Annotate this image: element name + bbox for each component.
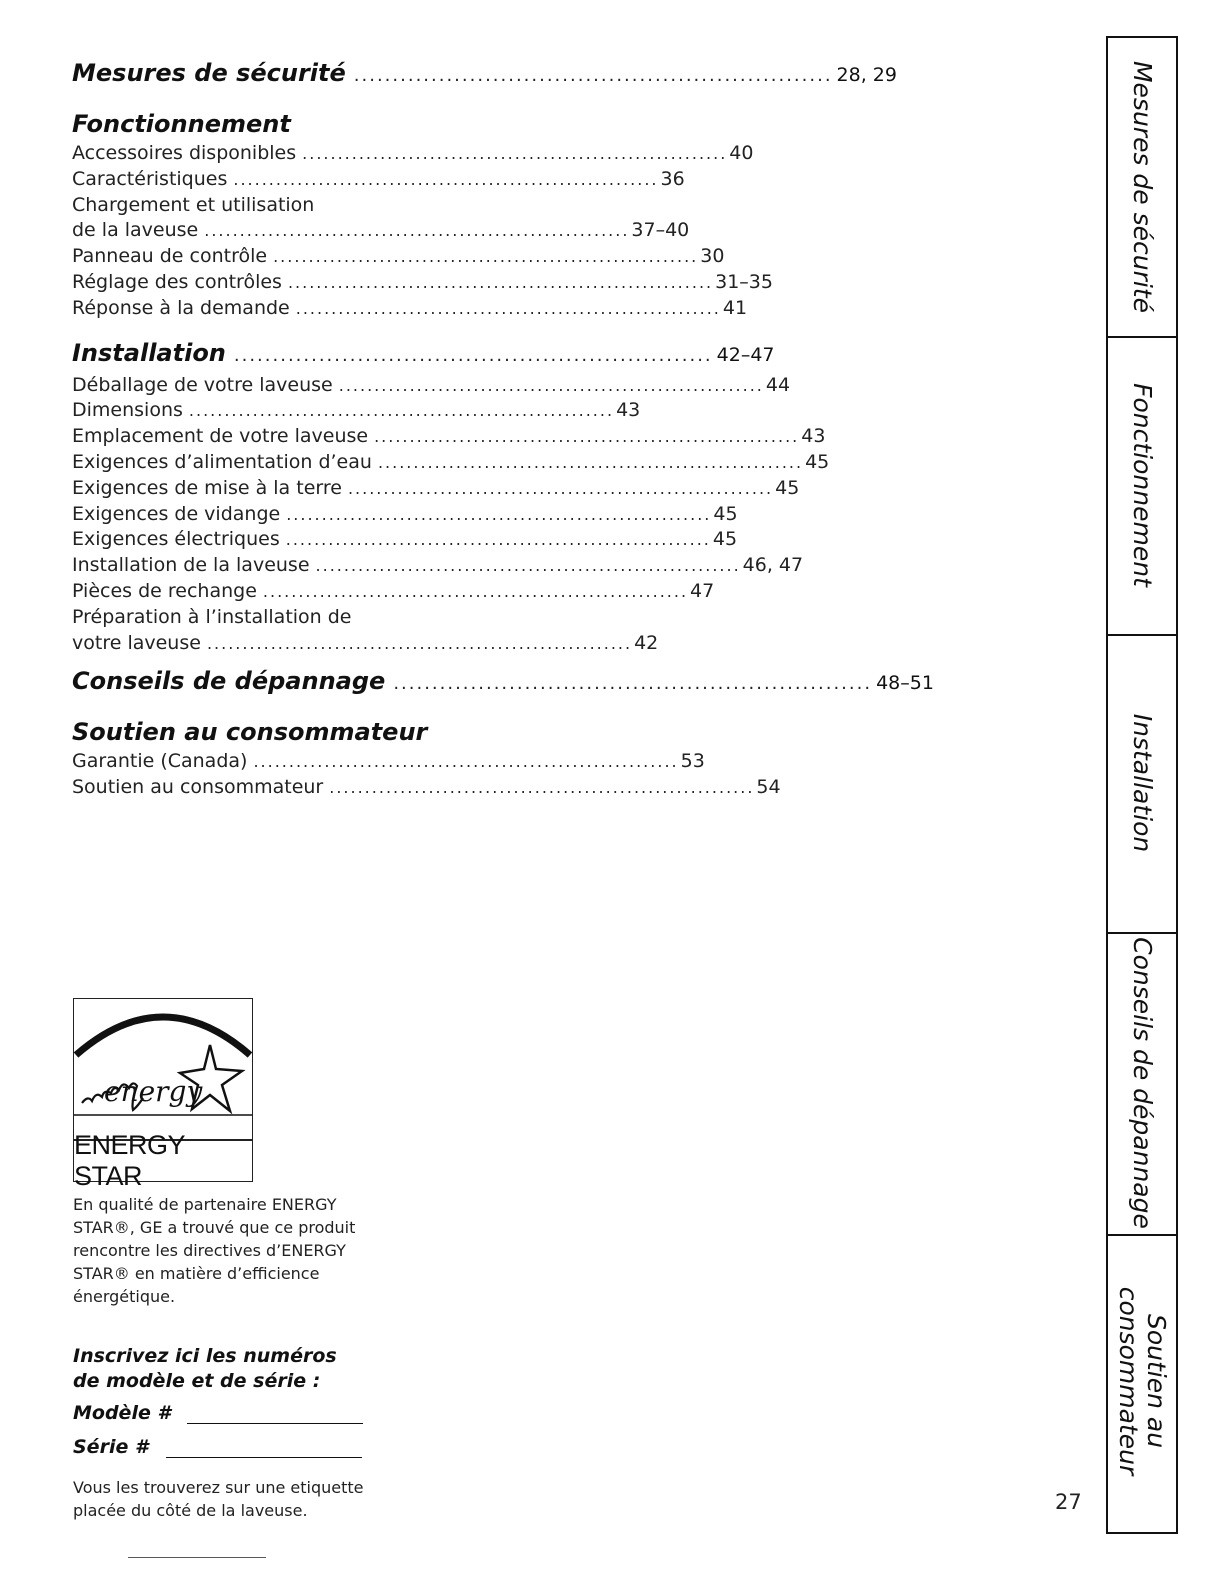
table-of-contents bbox=[72, 56, 934, 801]
footer-link-line bbox=[128, 1557, 266, 1558]
toc-item[interactable]: Installation de la laveuse ............................................................ 46, 47 bbox=[72, 554, 804, 577]
toc-support-list bbox=[72, 749, 781, 801]
tab-troubleshooting[interactable]: Conseils de dépannage bbox=[1108, 932, 1176, 1236]
toc-item[interactable]: Caractéristiques ............................................................ 36 bbox=[72, 167, 685, 190]
tab-operation[interactable]: Fonctionnement bbox=[1108, 336, 1176, 636]
energy-script-text: energy bbox=[104, 1075, 203, 1108]
toc-item[interactable]: votre laveuse ............................................................ 42 bbox=[72, 631, 659, 654]
side-tabs bbox=[1106, 36, 1178, 1534]
tab-safety[interactable]: Mesures de sécurité bbox=[1108, 38, 1176, 338]
toc-section-label: Conseils de dépannage bbox=[72, 667, 386, 696]
toc-item[interactable]: Réglage des contrôles ............................................................ 31–35 bbox=[72, 270, 773, 293]
toc-item[interactable]: Chargement et utilisation bbox=[72, 193, 315, 216]
toc-item[interactable]: Pièces de rechange ............................................................ 47 bbox=[72, 579, 715, 602]
toc-item[interactable]: Garantie (Canada) ............................................................ 53 bbox=[72, 750, 705, 773]
toc-item[interactable]: Déballage de votre laveuse ............................................................ 44 bbox=[72, 373, 791, 396]
tab-support[interactable]: Soutien au consommateur bbox=[1114, 1286, 1171, 1476]
tab-installation[interactable]: Installation bbox=[1108, 634, 1176, 934]
toc-section-label: Installation bbox=[72, 338, 226, 367]
toc-section-safety[interactable]: Mesures de sécurité .............................................................. 28, 29 bbox=[72, 56, 476, 93]
toc-item[interactable]: Emplacement de votre laveuse ............................................................ 43 bbox=[72, 425, 826, 448]
toc-item[interactable]: Exigences d’alimentation d’eau ............................................................ 45 bbox=[72, 450, 830, 473]
toc-item[interactable]: Soutien au consommateur ............................................................ 54 bbox=[72, 776, 781, 799]
serial-number-field[interactable] bbox=[73, 1436, 362, 1458]
model-label: Modèle # bbox=[73, 1402, 171, 1424]
toc-section-support[interactable]: Soutien au consommateur bbox=[72, 718, 428, 747]
model-number-field[interactable] bbox=[73, 1402, 363, 1424]
toc-item[interactable]: de la laveuse ............................................................ 37–40 bbox=[72, 219, 690, 242]
energy-star-arc-icon bbox=[74, 999, 252, 1141]
registration-note: Vous les trouverez sur une etiquette placée du côté de la laveuse. bbox=[73, 1478, 364, 1520]
energy-star-logo bbox=[73, 998, 253, 1191]
toc-item[interactable]: Exigences de mise à la terre ............................................................ 45 bbox=[72, 476, 800, 499]
toc-item[interactable]: Exigences de vidange ............................................................ 45 bbox=[72, 502, 738, 525]
toc-page-number: 42–47 bbox=[716, 343, 775, 366]
toc-page-number: 48–51 bbox=[876, 672, 934, 695]
toc-section-operation[interactable]: Fonctionnement bbox=[72, 110, 291, 138]
registration-title: Inscrivez ici les numéros de modèle et de série : bbox=[73, 1345, 337, 1392]
toc-item[interactable]: Réponse à la demande ............................................................ 41 bbox=[72, 296, 748, 319]
toc-item[interactable]: Accessoires disponibles ............................................................ 40 bbox=[72, 142, 754, 164]
toc-section-installation[interactable]: Installation .............................................................. 42–47 bbox=[72, 336, 476, 373]
serial-label: Série # bbox=[73, 1436, 149, 1458]
toc-operation-list bbox=[72, 141, 773, 322]
toc-page-number: 28, 29 bbox=[836, 64, 897, 86]
toc-section-label: Mesures de sécurité bbox=[72, 59, 346, 87]
energy-star-description: En qualité de partenaire ENERGY STAR®, GE a trouvé que ce produit rencontre les directives d’ENERGY STAR® en matière d’efficience énergétique. bbox=[73, 1195, 356, 1306]
toc-item[interactable]: Panneau de contrôle ............................................................ 30 bbox=[72, 245, 725, 268]
toc-item[interactable]: Exigences électriques ............................................................ 45 bbox=[72, 528, 738, 551]
energy-star-label: ENERGY STAR bbox=[74, 1139, 252, 1181]
page-number: 27 bbox=[1055, 1490, 1082, 1514]
toc-section-troubleshooting[interactable]: Conseils de dépannage .............................................................. 48–51 bbox=[72, 664, 476, 701]
model-input-line[interactable] bbox=[187, 1403, 363, 1424]
serial-input-line[interactable] bbox=[166, 1437, 362, 1458]
toc-item[interactable]: Dimensions ............................................................ 43 bbox=[72, 399, 641, 422]
toc-installation-list bbox=[72, 373, 830, 657]
toc-item[interactable]: Préparation à l’installation de bbox=[72, 605, 352, 628]
